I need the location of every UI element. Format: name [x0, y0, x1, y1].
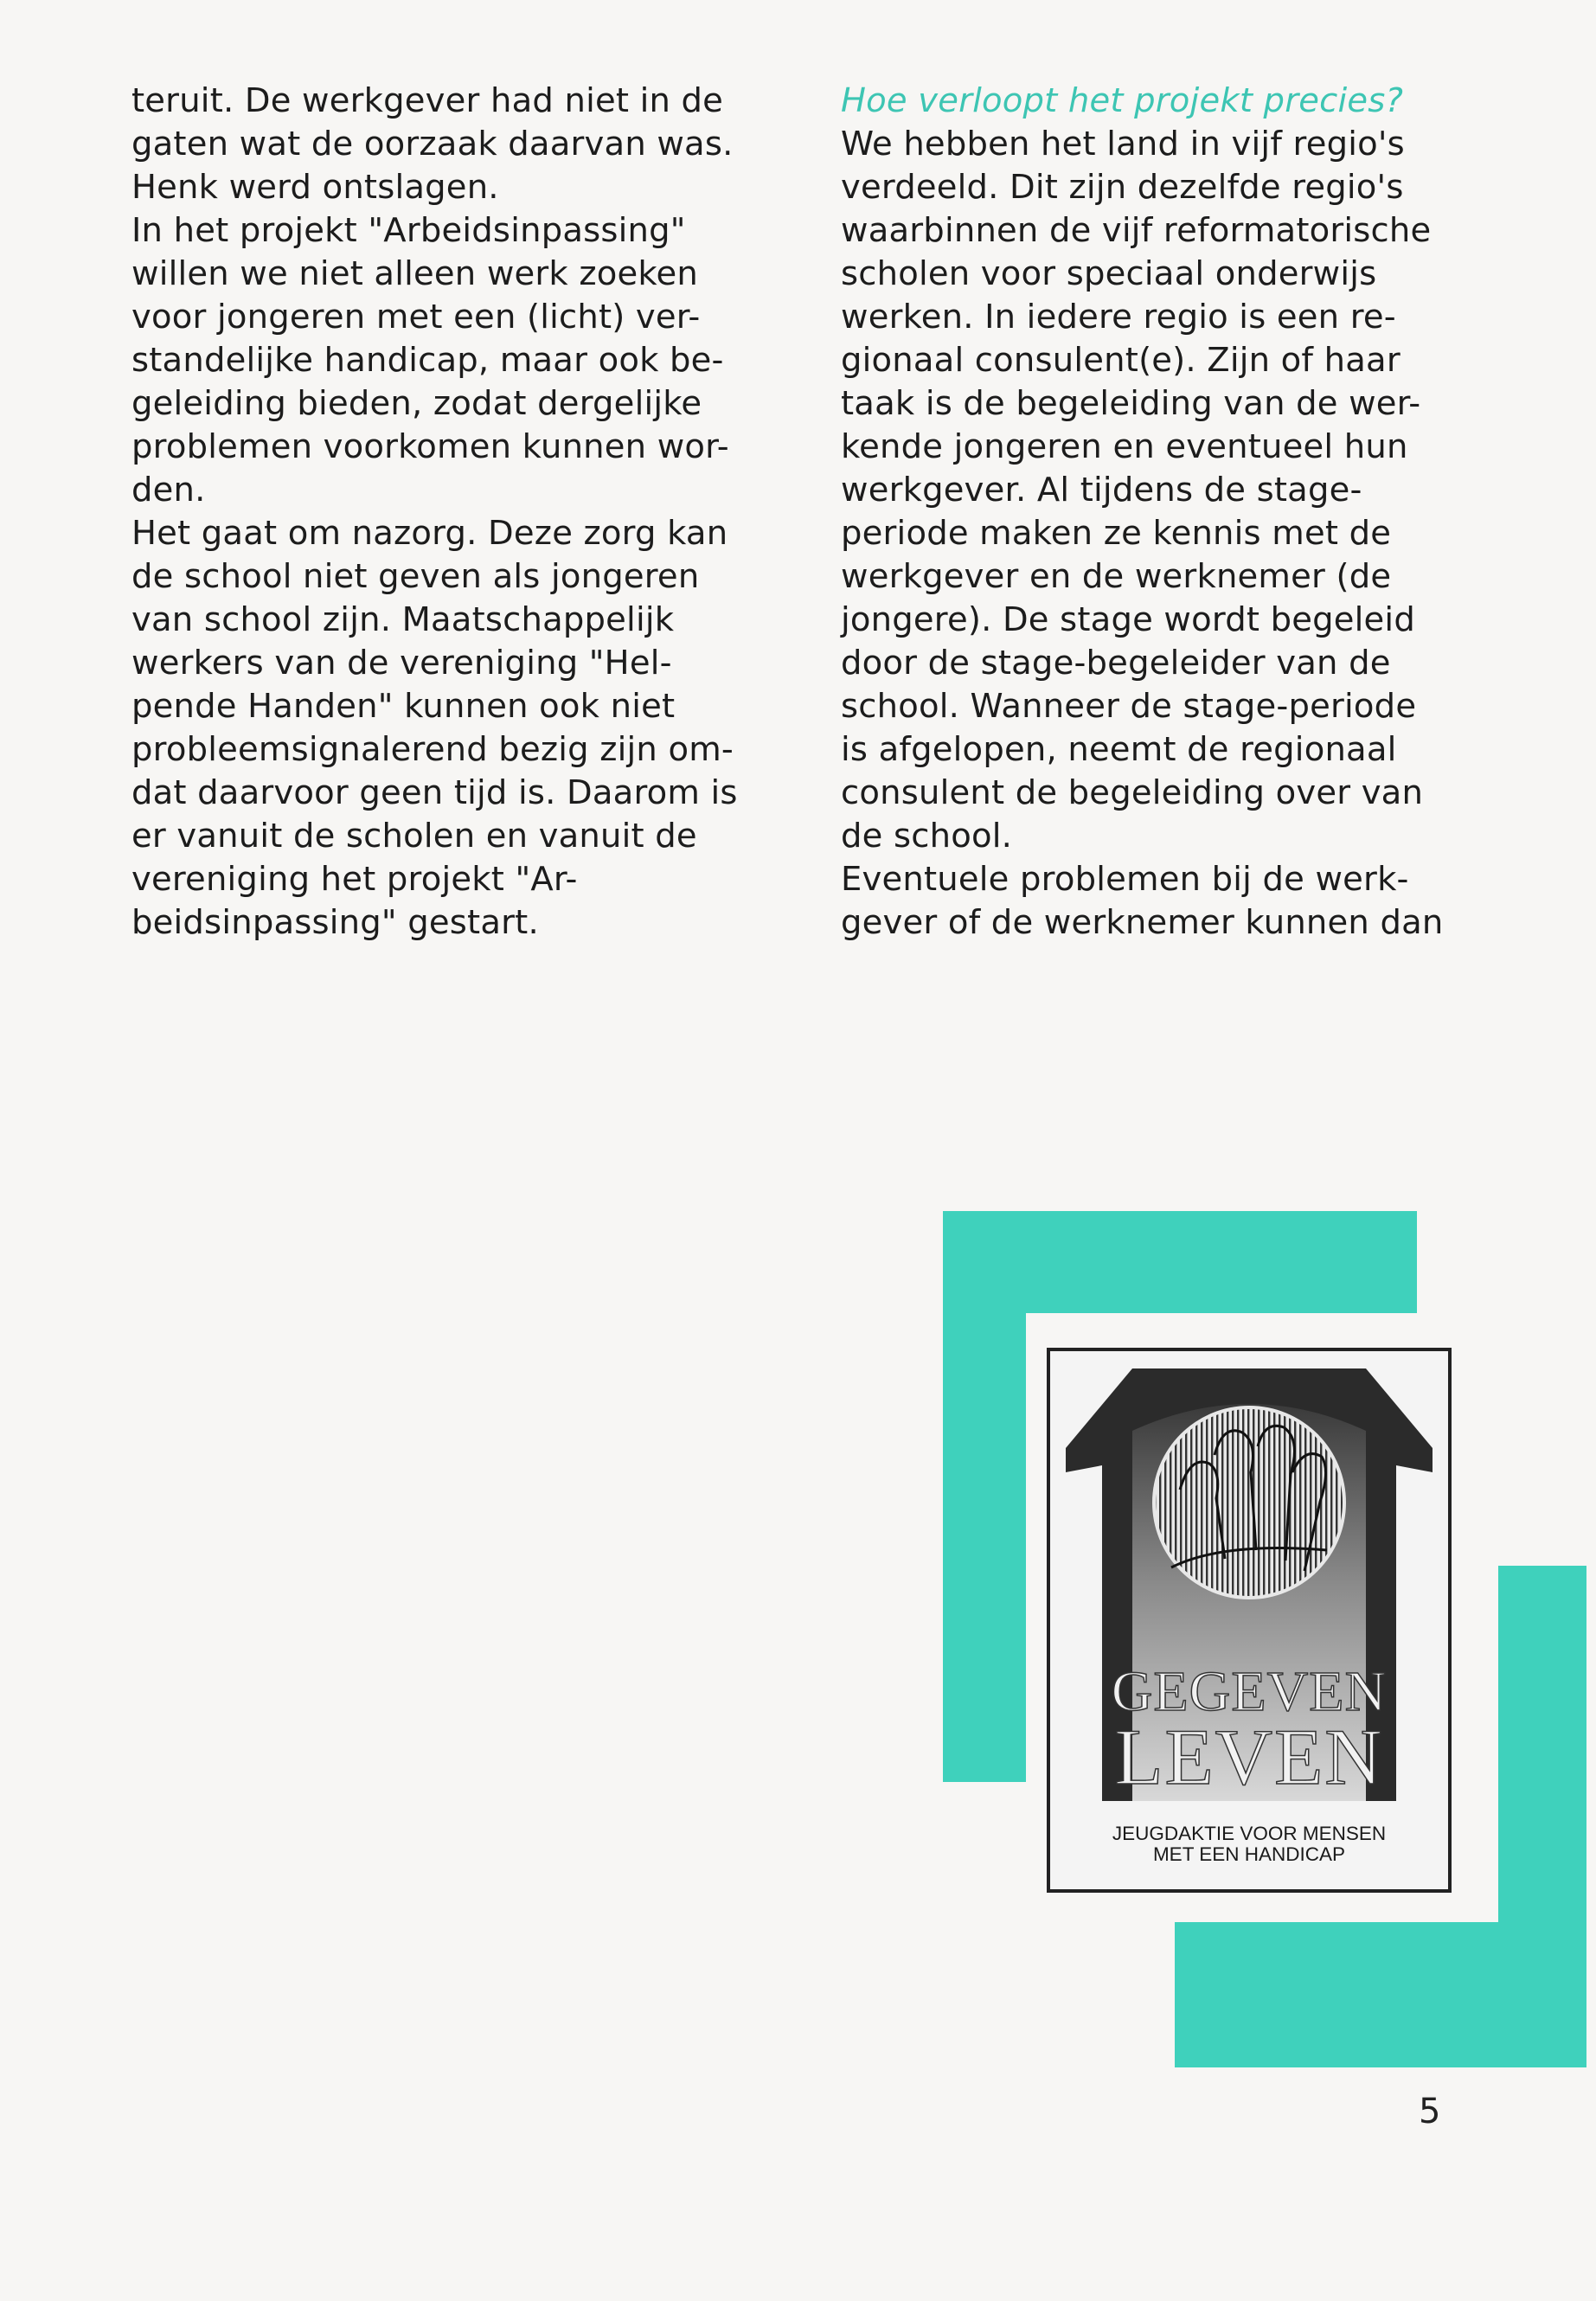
- body-line: probleemsignalerend bezig zijn om-: [131, 730, 734, 769]
- body-line: standelijke handicap, maar ook be-: [131, 341, 724, 380]
- body-line: Eventuele problemen bij de werk-: [841, 860, 1409, 899]
- logo-title-leven: LEVEN: [1114, 1713, 1384, 1801]
- page-number: 5: [1419, 2092, 1441, 2131]
- left-column: [131, 80, 772, 945]
- body-line: periode maken ze kennis met de: [841, 514, 1392, 553]
- body-line: Het gaat om nazorg. Deze zorg kan: [131, 514, 728, 553]
- body-line: beidsinpassing" gestart.: [131, 903, 539, 942]
- gegeven-leven-logo: [1047, 1348, 1452, 1893]
- body-line: kende jongeren en eventueel hun: [841, 427, 1408, 466]
- body-line: gaten wat de oorzaak daarvan was.: [131, 125, 734, 163]
- body-line: gever of de werknemer kunnen dan: [841, 903, 1444, 942]
- body-line: werkers van de vereniging "Hel-: [131, 644, 672, 683]
- body-line: vereniging het projekt "Ar-: [131, 860, 578, 899]
- body-line: werkgever en de werknemer (de: [841, 557, 1392, 596]
- body-line: We hebben het land in vijf regio's: [841, 125, 1405, 163]
- body-line: verdeeld. Dit zijn dezelfde regio's: [841, 168, 1404, 207]
- body-line: de school.: [841, 817, 1013, 856]
- decorative-bar-left: [943, 1211, 1026, 1782]
- body-line: taak is de begeleiding van de wer-: [841, 384, 1421, 423]
- body-line: door de stage-begeleider van de: [841, 644, 1391, 683]
- body-line: werkgever. Al tijdens de stage-: [841, 471, 1362, 510]
- body-line: er vanuit de scholen en vanuit de: [131, 817, 697, 856]
- logo-caption-line: MET EEN HANDICAP: [1152, 1843, 1346, 1865]
- body-line: Henk werd ontslagen.: [131, 168, 499, 207]
- body-line: jongere). De stage wordt begeleid: [841, 600, 1415, 639]
- right-column: [841, 80, 1464, 945]
- body-line: dat daarvoor geen tijd is. Daarom is: [131, 773, 738, 812]
- body-line: geleiding bieden, zodat dergelijke: [131, 384, 702, 423]
- body-line: pende Handen" kunnen ook niet: [131, 687, 676, 726]
- body-line: problemen voorkomen kunnen wor-: [131, 427, 729, 466]
- logo-caption-line: JEUGDAKTIE VOOR MENSEN: [1112, 1823, 1387, 1844]
- decorative-bar-bottom: [1175, 1922, 1586, 2067]
- body-line: voor jongeren met een (licht) ver-: [131, 298, 701, 336]
- body-line: waarbinnen de vijf reformatorische: [841, 211, 1432, 250]
- body-line: werken. In iedere regio is een re-: [841, 298, 1396, 336]
- body-line: willen we niet alleen werk zoeken: [131, 254, 699, 293]
- body-line: gionaal consulent(e). Zijn of haar: [841, 341, 1401, 380]
- body-line: scholen voor speciaal onderwijs: [841, 254, 1377, 293]
- body-line: consulent de begeleiding over van: [841, 773, 1424, 812]
- body-line: den.: [131, 471, 206, 510]
- body-line: In het projekt "Arbeidsinpassing": [131, 211, 686, 250]
- body-line: van school zijn. Maatschappelijk: [131, 600, 675, 639]
- logo-title-gegeven: GEGEVEN: [1111, 1660, 1388, 1723]
- body-line: de school niet geven als jongeren: [131, 557, 700, 596]
- body-line: is afgelopen, neemt de regionaal: [841, 730, 1397, 769]
- logo-artwork: [1050, 1351, 1448, 1889]
- body-line: school. Wanneer de stage-periode: [841, 687, 1417, 726]
- section-heading: Hoe verloopt het projekt precies?: [841, 81, 1404, 120]
- logo-caption: [1066, 1823, 1433, 1865]
- figures-hatching: [1156, 1409, 1343, 1596]
- body-line: teruit. De werkgever had niet in de: [131, 81, 724, 120]
